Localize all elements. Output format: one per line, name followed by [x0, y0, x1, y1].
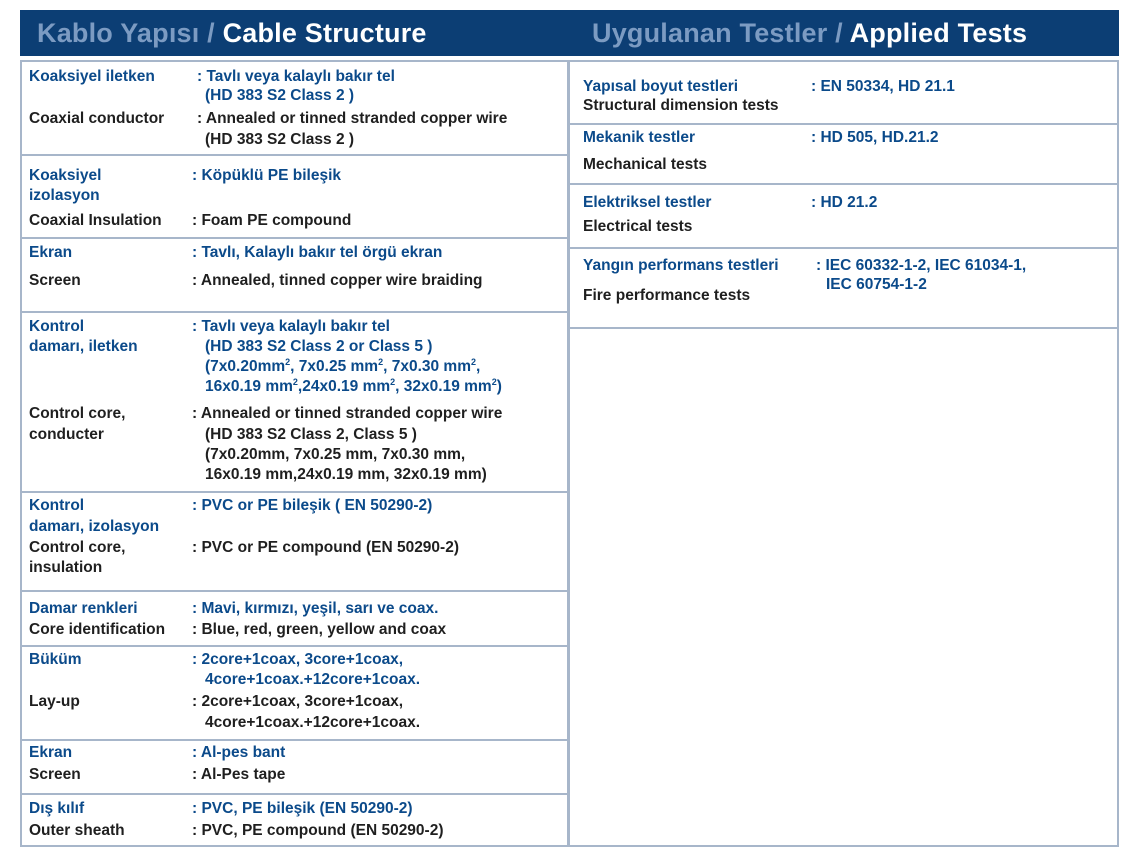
control-insulation-label-tr: Kontrol	[29, 497, 85, 514]
core-colors-value-en: : Blue, red, green, yellow and coax	[192, 621, 447, 638]
mechanical-tests-label-en: Mechanical tests	[583, 156, 708, 173]
control-conductor-value-tr: : Tavlı veya kalaylı bakır tel	[192, 318, 390, 335]
screen-label-en: Screen	[29, 272, 81, 289]
screen2-label-en: Screen	[29, 766, 81, 783]
control-conductor-value-tr-2: (HD 383 S2 Class 2 or Class 5 )	[205, 338, 433, 355]
layup-label-tr: Büküm	[29, 651, 82, 668]
layup-label-en: Lay-up	[29, 693, 80, 710]
applied-tests-panel	[568, 60, 1119, 847]
control-conductor-label-en-2: conducter	[29, 426, 104, 443]
screen-section	[22, 237, 567, 313]
control-insulation-value-tr: : PVC or PE bileşik ( EN 50290-2)	[192, 497, 433, 514]
screen2-value-tr: : Al-pes bant	[192, 744, 286, 761]
screen-value-tr: : Tavlı, Kalaylı bakır tel örgü ekran	[192, 244, 443, 261]
control-insulation-label-en: Control core,	[29, 539, 126, 556]
structural-tests-section	[570, 62, 1117, 125]
coax-insulation-value-tr: : Köpüklü PE bileşik	[192, 167, 341, 184]
coax-insulation-value-en: : Foam PE compound	[192, 212, 352, 229]
electrical-tests-label-tr: Elektriksel testler	[583, 194, 712, 211]
control-conductor-sizes-tr-2: 16x0.19 $mm^2,24x0.19$ $mm^2$, 32x0.19 $mm^2$)	[205, 377, 502, 395]
layup-value-tr: : 2core+1coax, 3core+1coax,	[192, 651, 404, 668]
structural-tests-value: : EN 50334, HD 21.1	[811, 78, 955, 95]
mechanical-tests-value: : HD 505, HD.21.2	[811, 129, 939, 146]
screen2-label-tr: Ekran	[29, 744, 73, 761]
layup-section	[22, 645, 567, 741]
control-conductor-label-tr: Kontrol	[29, 318, 85, 335]
applied-tests-header	[569, 10, 1119, 56]
cable-structure-title: Kablo Yapısı / Cable Structure	[37, 18, 427, 48]
control-insulation-label-en-2: insulation	[29, 559, 103, 576]
outer-sheath-label-en: Outer sheath	[29, 822, 125, 839]
coax-conductor-value-tr-2: (HD 383 S2 Class 2 )	[205, 87, 355, 104]
applied-tests-title: Uygulanan Testler / Applied Tests	[592, 18, 1028, 48]
outer-sheath-label-tr: Dış kılıf	[29, 800, 85, 817]
coax-conductor-label-en: Coaxial conductor	[29, 110, 165, 127]
control-insulation-value-en: : PVC or PE compound (EN 50290-2)	[192, 539, 459, 556]
control-insulation-section	[22, 491, 567, 592]
coax-conductor-value-tr: : Tavlı veya kalaylı bakır tel	[197, 68, 395, 85]
core-colors-section	[22, 590, 567, 647]
control-conductor-value-en-3: (7x0.20mm, 7x0.25 mm, 7x0.30 mm,	[205, 446, 466, 463]
layup-value-tr-2: 4core+1coax.+12core+1coax.	[205, 671, 421, 688]
core-colors-value-tr: : Mavi, kırmızı, yeşil, sarı ve coax.	[192, 600, 439, 617]
core-colors-label-en: Core identification	[29, 621, 166, 638]
control-conductor-value-en-4: 16x0.19 mm,24x0.19 mm, 32x0.19 mm)	[205, 466, 487, 483]
outer-sheath-section	[22, 793, 567, 845]
screen-label-tr: Ekran	[29, 244, 73, 261]
outer-sheath-value-tr: : PVC, PE bileşik (EN 50290-2)	[192, 800, 413, 817]
fire-tests-label-tr: Yangın performans testleri	[583, 257, 779, 274]
fire-tests-section	[570, 247, 1117, 329]
control-conductor-value-en: : Annealed or tinned stranded copper wire	[192, 405, 503, 422]
control-conductor-sizes-tr-1: ($7x0.20mm^2$, 7x0.25 $mm^2$, 7x0.30 $mm^2$,	[205, 357, 481, 375]
coax-insulation-label-tr-2: izolasyon	[29, 187, 100, 204]
control-conductor-value-en-2: (HD 383 S2 Class 2, Class 5 )	[205, 426, 417, 443]
electrical-tests-label-en: Electrical tests	[583, 218, 693, 235]
mechanical-tests-label-tr: Mekanik testler	[583, 129, 695, 146]
structural-tests-label-en: Structural dimension tests	[583, 97, 779, 114]
control-conductor-section	[22, 311, 567, 493]
outer-sheath-value-en: : PVC, PE compound (EN 50290-2)	[192, 822, 444, 839]
coax-insulation-label-en: Coaxial Insulation	[29, 212, 162, 229]
fire-tests-value-2: IEC 60754-1-2	[826, 276, 927, 293]
fire-tests-label-en: Fire performance tests	[583, 287, 751, 304]
screen-value-en: : Annealed, tinned copper wire braiding	[192, 272, 483, 289]
control-insulation-label-tr-2: damarı, izolasyon	[29, 518, 160, 535]
electrical-tests-value: : HD 21.2	[811, 194, 878, 211]
coax-conductor-value-en-2: (HD 383 S2 Class 2 )	[205, 131, 355, 148]
screen2-section	[22, 739, 567, 795]
coax-insulation-section	[22, 154, 567, 239]
coax-conductor-value-en: : Annealed or tinned stranded copper wire	[197, 110, 508, 127]
structural-tests-label-tr: Yapısal boyut testleri	[583, 78, 739, 95]
screen2-value-en: : Al-Pes tape	[192, 766, 286, 783]
fire-tests-value: : IEC 60332-1-2, IEC 61034-1,	[816, 257, 1027, 274]
electrical-tests-section	[570, 183, 1117, 249]
mechanical-tests-section	[570, 123, 1117, 185]
cable-structure-header	[20, 10, 569, 56]
layup-value-en: : 2core+1coax, 3core+1coax,	[192, 693, 404, 710]
cable-structure-panel	[20, 60, 569, 847]
layup-value-en-2: 4core+1coax.+12core+1coax.	[205, 714, 421, 731]
core-colors-label-tr: Damar renkleri	[29, 600, 138, 617]
control-conductor-label-tr-2: damarı, iletken	[29, 338, 138, 355]
coax-conductor-section	[22, 62, 567, 156]
control-conductor-label-en: Control core,	[29, 405, 126, 422]
coax-insulation-label-tr: Koaksiyel	[29, 167, 102, 184]
coax-conductor-label-tr: Koaksiyel iletken	[29, 68, 155, 85]
